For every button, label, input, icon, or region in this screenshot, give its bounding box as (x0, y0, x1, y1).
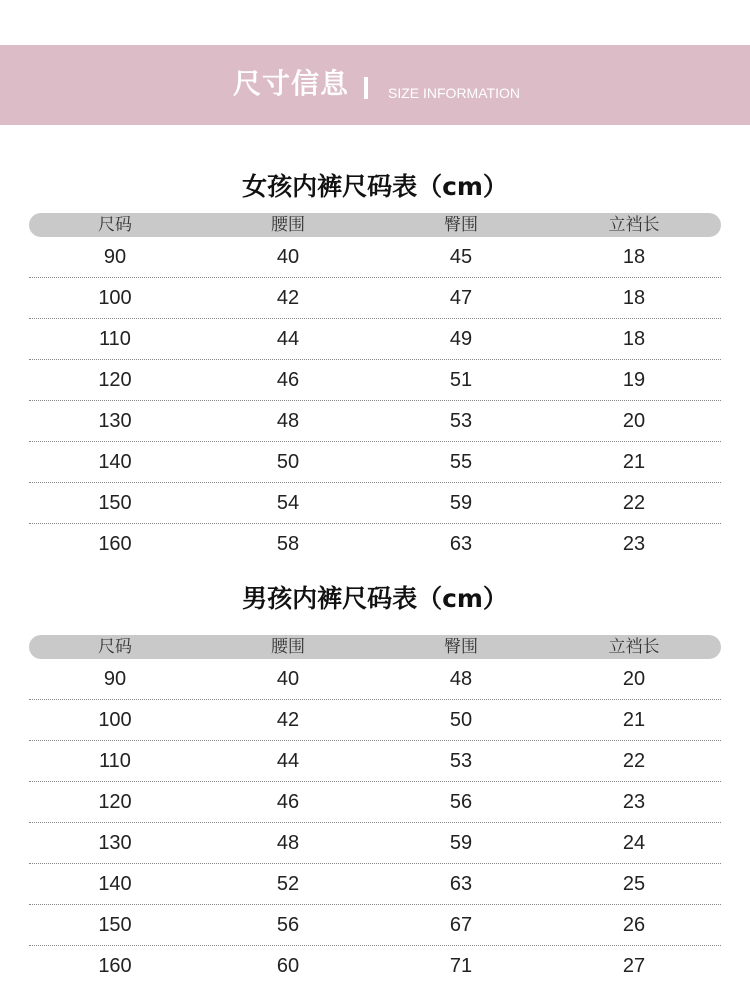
cell-waist: 46 (276, 791, 300, 813)
cell-size: 130 (98, 832, 132, 854)
cell-size: 160 (98, 955, 132, 977)
cell-waist: 48 (276, 832, 300, 854)
table-header (29, 213, 721, 237)
cell-size: 110 (99, 750, 131, 772)
table-title: 男孩内裤尺码表（cm） (242, 584, 508, 613)
cell-rise: 18 (622, 328, 646, 350)
cell-rise: 20 (622, 410, 646, 432)
cell-hip: 51 (449, 369, 473, 391)
banner-divider (364, 77, 368, 99)
cell-hip: 53 (449, 750, 473, 772)
cell-hip: 53 (449, 410, 473, 432)
cell-rise: 19 (622, 369, 646, 391)
table-row (0, 319, 750, 360)
table-row (0, 360, 750, 401)
cell-size: 160 (98, 533, 132, 555)
cell-size: 110 (99, 328, 131, 350)
table-row (0, 442, 750, 483)
table-row (0, 823, 750, 864)
cell-hip: 56 (449, 791, 473, 813)
table-row (0, 483, 750, 524)
cell-waist: 42 (276, 709, 300, 731)
header-rise: 立裆长 (608, 215, 660, 235)
table-title: 女孩内裤尺码表（cm） (242, 172, 508, 201)
header-waist: 腰围 (271, 215, 305, 235)
cell-hip: 59 (449, 492, 473, 514)
table-row (0, 401, 750, 442)
cell-hip: 48 (449, 668, 473, 690)
table-row (0, 741, 750, 782)
cell-hip: 45 (449, 246, 473, 268)
header-size: 尺码 (98, 215, 132, 235)
cell-size: 100 (98, 709, 132, 731)
cell-waist: 44 (276, 750, 300, 772)
cell-size: 90 (103, 246, 127, 268)
table-row (0, 659, 750, 700)
cell-waist: 54 (276, 492, 300, 514)
banner-subtitle: SIZE INFORMATION (388, 85, 520, 101)
cell-rise: 23 (622, 791, 646, 813)
cell-waist: 48 (276, 410, 300, 432)
cell-waist: 58 (276, 533, 300, 555)
table-header (29, 635, 721, 659)
cell-waist: 60 (276, 955, 300, 977)
header-rise: 立裆长 (608, 637, 660, 657)
cell-size: 120 (98, 369, 132, 391)
cell-waist: 40 (276, 246, 300, 268)
cell-hip: 50 (449, 709, 473, 731)
cell-rise: 18 (622, 287, 646, 309)
cell-hip: 59 (449, 832, 473, 854)
cell-hip: 47 (449, 287, 473, 309)
cell-rise: 22 (622, 492, 646, 514)
cell-hip: 55 (449, 451, 473, 473)
cell-rise: 25 (622, 873, 646, 895)
cell-rise: 18 (622, 246, 646, 268)
header-size: 尺码 (98, 637, 132, 657)
header-hip: 臀围 (444, 215, 478, 235)
table-row (0, 782, 750, 823)
table-row (0, 905, 750, 946)
cell-size: 90 (103, 668, 127, 690)
cell-size: 130 (98, 410, 132, 432)
table-row (0, 700, 750, 741)
table-row (0, 946, 750, 987)
banner-title: 尺寸信息 (233, 67, 350, 100)
table-row (0, 237, 750, 278)
cell-waist: 40 (276, 668, 300, 690)
cell-size: 120 (98, 791, 132, 813)
cell-size: 140 (98, 451, 132, 473)
cell-waist: 52 (276, 873, 300, 895)
cell-hip: 67 (449, 914, 473, 936)
cell-rise: 27 (622, 955, 646, 977)
cell-size: 100 (98, 287, 132, 309)
cell-hip: 63 (449, 533, 473, 555)
cell-rise: 20 (622, 668, 646, 690)
cell-waist: 46 (276, 369, 300, 391)
cell-rise: 26 (622, 914, 646, 936)
cell-waist: 42 (276, 287, 300, 309)
cell-rise: 22 (622, 750, 646, 772)
cell-rise: 21 (622, 451, 646, 473)
header-waist: 腰围 (271, 637, 305, 657)
cell-rise: 23 (622, 533, 646, 555)
cell-size: 140 (98, 873, 132, 895)
table-row (0, 864, 750, 905)
cell-hip: 63 (449, 873, 473, 895)
cell-size: 150 (98, 914, 132, 936)
cell-size: 150 (98, 492, 132, 514)
table-row (0, 524, 750, 565)
cell-waist: 50 (276, 451, 300, 473)
table-row (0, 278, 750, 319)
cell-waist: 56 (276, 914, 300, 936)
cell-waist: 44 (276, 328, 300, 350)
header-hip: 臀围 (444, 637, 478, 657)
cell-rise: 24 (622, 832, 646, 854)
cell-hip: 49 (449, 328, 473, 350)
cell-hip: 71 (449, 955, 473, 977)
cell-rise: 21 (622, 709, 646, 731)
header-banner (0, 45, 750, 125)
